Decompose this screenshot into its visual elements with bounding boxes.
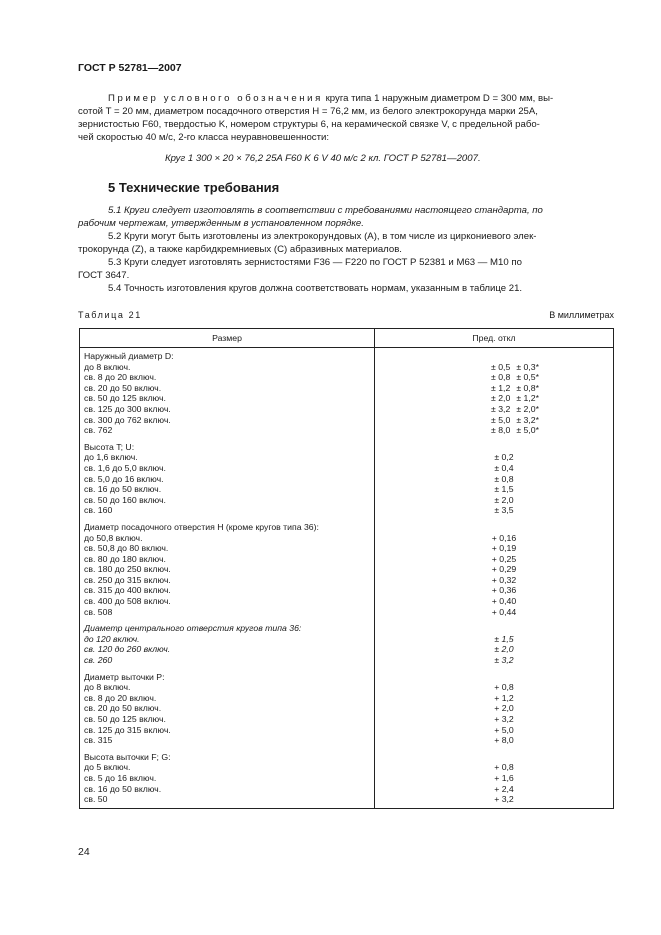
deviation-value [375, 585, 613, 596]
size-range: св. 160 [84, 505, 113, 516]
deviation-primary: ± 0,4 [494, 462, 514, 473]
designation-example: Круг 1 300 × 20 × 76,2 25A F60 K 6 V 40 м/с 2 кл. ГОСТ Р 52781—2007. [165, 153, 481, 164]
deviation-primary: ± 1,5 [494, 633, 514, 644]
deviation-cell [375, 348, 614, 442]
deviation-value [375, 564, 613, 575]
size-range: до 5 включ. [84, 762, 131, 773]
deviation-primary: + 1,2 [494, 692, 514, 703]
size-range: св. 50,8 до 80 включ. [84, 543, 169, 554]
deviation-primary: ± 0,5 [491, 361, 511, 372]
clause-5-3-line-2: ГОСТ 3647. [78, 270, 130, 281]
deviation-primary: ± 5,0 [491, 414, 511, 425]
clause-5-2-line-2: трокорунда (Z), а также карбидкремниевых (C) абразивных материалов. [78, 244, 402, 255]
column-header-deviation: Пред. откл [375, 329, 614, 348]
size-range: св. 5,0 до 16 включ. [84, 473, 164, 484]
deviation-primary: + 0,8 [494, 762, 514, 773]
deviation-primary: ± 1,5 [494, 484, 514, 495]
size-range: св. 5 до 16 включ. [84, 772, 157, 783]
size-range: св. 16 до 50 включ. [84, 783, 162, 794]
deviation-value [375, 693, 613, 704]
deviation-cell [375, 752, 614, 808]
size-range: св. 50 до 125 включ. [84, 714, 166, 724]
deviation-primary: + 0,8 [494, 682, 514, 693]
clause-5-2-line-1: 5.2 Круги могут быть изготовлены из электрокорундовых (A), в том числе из циркониевого элек- [108, 231, 537, 242]
deviation-primary: ± 2,0 [494, 644, 514, 655]
deviation-primary: + 2,4 [494, 783, 514, 794]
size-range: до 8 включ. [84, 361, 131, 372]
size-range: до 1,6 включ. [84, 452, 138, 463]
deviation-value [375, 362, 613, 373]
clause-5-3-line-1: 5.3 Круги следует изготовлять зернистостями F36 — F220 по ГОСТ Р 52381 и M63 — M10 по [108, 257, 522, 268]
example-paragraph [78, 92, 614, 144]
deviation-primary: + 0,29 [491, 564, 517, 575]
deviation-value [375, 714, 613, 725]
deviation-value [375, 735, 613, 746]
group-title-spacer [375, 442, 613, 453]
table-group [80, 752, 614, 808]
deviation-value [375, 575, 613, 586]
clause-5-1-line-1: 5.1 Круги следует изготовлять в соответствии с требованиями настоящего стандарта, по [108, 205, 543, 216]
table-group [80, 348, 614, 442]
deviation-value [375, 794, 613, 805]
size-range: св. 80 до 180 включ. [84, 553, 166, 564]
group-title-spacer [375, 351, 613, 362]
size-range: св. 120 до 260 включ. [84, 644, 171, 655]
deviation-primary: ± 1,2 [491, 382, 511, 393]
deviation-primary: + 0,40 [491, 596, 517, 607]
deviation-primary: ± 0,8 [494, 473, 514, 484]
table-caption: Таблица 21 [78, 310, 142, 320]
page-number: 24 [78, 846, 90, 858]
deviation-secondary: ± 2,0* [516, 403, 539, 414]
deviation-primary: + 0,44 [491, 606, 517, 617]
deviation-secondary: ± 3,2* [516, 414, 539, 425]
deviation-value [375, 505, 613, 516]
size-cell [80, 442, 375, 522]
deviation-primary: ± 3,2 [494, 655, 514, 666]
table-group [80, 623, 614, 671]
deviation-value [375, 655, 613, 666]
deviation-value [375, 393, 613, 404]
example-line-1: круга типа 1 наружным диаметром D = 300 мм, вы- [322, 93, 554, 104]
size-range: св. 315 до 400 включ. [84, 585, 171, 596]
table-group [80, 442, 614, 522]
size-range: св. 50 до 160 включ. [84, 494, 166, 505]
deviation-value [375, 452, 613, 463]
deviation-primary: + 0,36 [491, 585, 517, 596]
deviation-value [375, 463, 613, 474]
size-range: св. 1,6 до 5,0 включ. [84, 462, 166, 473]
size-range: св. 508 [84, 606, 113, 617]
deviation-primary: ± 0,2 [494, 452, 514, 463]
example-line-3: зернистостью F60, твердостью K, номером структуры 6, на керамической связке V, с предельной рабо- [78, 119, 540, 130]
size-range: св. 50 до 125 включ. [84, 393, 166, 404]
deviation-value [375, 484, 613, 495]
deviation-primary: + 3,2 [494, 714, 514, 724]
size-range: св. 16 до 50 включ. [84, 484, 162, 495]
size-cell [80, 752, 375, 808]
size-range: св. 762 [84, 425, 113, 436]
size-range: св. 315 [84, 735, 113, 746]
deviation-primary: + 0,32 [491, 574, 517, 585]
table-group [80, 522, 614, 623]
size-cell [80, 348, 375, 442]
group-title-spacer [375, 672, 613, 683]
group-title-spacer [375, 752, 613, 763]
group-title: Диаметр центрального отверстия кругов типа 36: [84, 623, 302, 634]
deviation-secondary: ± 1,2* [516, 393, 539, 404]
clause-5-4: 5.4 Точность изготовления кругов должна соответствовать нормам, указанным в таблице 21. [108, 283, 523, 294]
deviation-value [375, 383, 613, 394]
group-title: Высота T; U: [84, 441, 135, 452]
deviation-primary: ± 0,8 [491, 372, 511, 383]
group-title-spacer [375, 522, 613, 533]
group-title: Диаметр выточки P: [84, 671, 165, 682]
deviation-primary: ± 3,2 [491, 403, 511, 414]
size-range: св. 400 до 508 включ. [84, 596, 171, 607]
table-group [80, 672, 614, 752]
size-range: до 8 включ. [84, 682, 131, 693]
group-title: Наружный диаметр D: [84, 351, 174, 361]
example-lead: Пример условного обозначения [108, 93, 323, 104]
deviation-primary: ± 2,0 [494, 494, 514, 505]
deviation-value [375, 725, 613, 736]
clause-5-1-line-2: рабочим чертежам, утвержденным в установленном порядке. [78, 218, 364, 229]
deviation-value [375, 644, 613, 655]
deviation-primary: + 1,6 [494, 772, 514, 783]
size-range: св. 300 до 762 включ. [84, 414, 171, 425]
size-range: св. 125 до 315 включ. [84, 724, 171, 735]
deviation-value [375, 533, 613, 544]
deviation-cell [375, 623, 614, 671]
deviation-value [375, 607, 613, 618]
size-range: св. 8 до 20 включ. [84, 372, 157, 383]
clauses [78, 204, 614, 295]
deviation-value [375, 415, 613, 426]
deviation-primary: + 0,19 [491, 543, 517, 554]
column-header-size: Размер [80, 329, 375, 348]
example-line-4: чей скоростью 40 м/с, 2-го класса неуравновешенности: [78, 132, 330, 143]
deviation-value [375, 554, 613, 565]
deviation-cell [375, 522, 614, 623]
size-range: св. 260 [84, 655, 113, 666]
size-range: св. 50 [84, 794, 108, 805]
deviation-secondary: ± 0,8* [516, 382, 539, 393]
size-cell [80, 623, 375, 671]
size-range: св. 8 до 20 включ. [84, 692, 157, 703]
size-range: св. 125 до 300 включ. [84, 403, 171, 414]
deviation-value [375, 596, 613, 607]
size-range: до 50,8 включ. [84, 532, 143, 543]
deviation-primary: ± 2,0 [491, 393, 511, 404]
section-title: 5 Технические требования [108, 180, 280, 195]
deviation-value [375, 784, 613, 795]
deviation-value [375, 495, 613, 506]
deviation-primary: + 0,25 [491, 553, 517, 564]
deviation-cell [375, 672, 614, 752]
deviation-cell [375, 442, 614, 522]
deviation-value [375, 543, 613, 554]
size-range: св. 20 до 50 включ. [84, 382, 162, 393]
deviation-primary: ± 8,0 [491, 425, 511, 436]
table-units: В миллиметрах [549, 310, 614, 320]
example-line-2: сотой T = 20 мм, диаметром посадочного отверстия H = 76,2 мм, из белого электрокорунда марки 25А, [78, 106, 538, 117]
document-header: ГОСТ Р 52781—2007 [78, 62, 182, 74]
deviation-value [375, 474, 613, 485]
deviation-primary: + 0,16 [491, 532, 517, 543]
size-cell [80, 522, 375, 623]
deviation-value [375, 372, 613, 383]
deviation-value [375, 703, 613, 714]
tolerance-table [79, 328, 614, 809]
size-range: св. 180 до 250 включ. [84, 564, 171, 575]
size-range: св. 250 до 315 включ. [84, 574, 171, 585]
size-range: до 120 включ. [84, 633, 140, 644]
deviation-value [375, 762, 613, 773]
deviation-value [375, 425, 613, 436]
group-title: Диаметр посадочного отверстия H (кроме кругов типа 36): [84, 521, 319, 532]
deviation-value [375, 404, 613, 415]
group-title-spacer [375, 623, 613, 634]
size-range: св. 20 до 50 включ. [84, 703, 162, 714]
deviation-value [375, 634, 613, 645]
deviation-secondary: ± 0,5* [516, 372, 539, 383]
deviation-primary: + 2,0 [494, 703, 514, 714]
deviation-value [375, 773, 613, 784]
deviation-secondary: ± 5,0* [516, 425, 539, 436]
size-cell [80, 672, 375, 752]
group-title: Высота выточки F; G: [84, 751, 171, 762]
deviation-primary: + 8,0 [494, 735, 514, 746]
deviation-primary: ± 3,5 [494, 505, 514, 516]
deviation-value [375, 682, 613, 693]
deviation-secondary: ± 0,3* [516, 361, 539, 372]
deviation-primary: + 3,2 [494, 794, 514, 805]
deviation-primary: + 5,0 [494, 724, 514, 735]
